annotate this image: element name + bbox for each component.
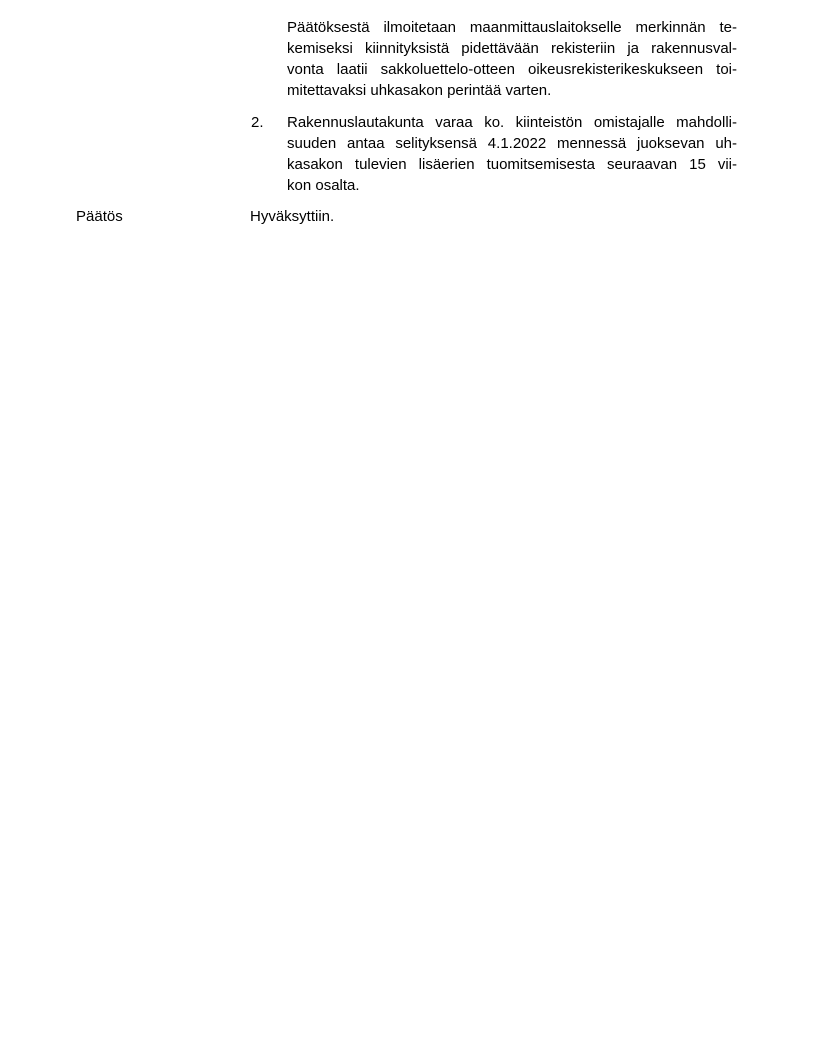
paragraph-line: kasakon tulevien lisäerien tuomitsemisesta seuraavan 15 vii- [287, 156, 737, 173]
decision-label: Päätös [76, 208, 123, 225]
paragraph-line: kemiseksi kiinnityksistä pidettävään rekisteriin ja rakennusval- [287, 40, 737, 57]
notification-paragraph [287, 17, 737, 101]
paragraph-line: Rakennuslautakunta varaa ko. kiinteistön omistajalle mahdolli- [287, 114, 737, 131]
list-item-number: 2. [251, 114, 264, 131]
paragraph-line: Päätöksestä ilmoitetaan maanmittauslaitokselle merkinnän te- [287, 19, 737, 36]
paragraph-line: kon osalta. [287, 177, 360, 194]
paragraph-line: vonta laatii sakkoluettelo-otteen oikeusrekisterikeskukseen toi- [287, 61, 737, 78]
list-item-text [287, 112, 737, 196]
paragraph-line: mitettavaksi uhkasakon perintää varten. [287, 82, 552, 99]
decision-text: Hyväksyttiin. [250, 208, 335, 225]
paragraph-line: suuden antaa selityksensä 4.1.2022 mennessä juoksevan uh- [287, 135, 737, 152]
